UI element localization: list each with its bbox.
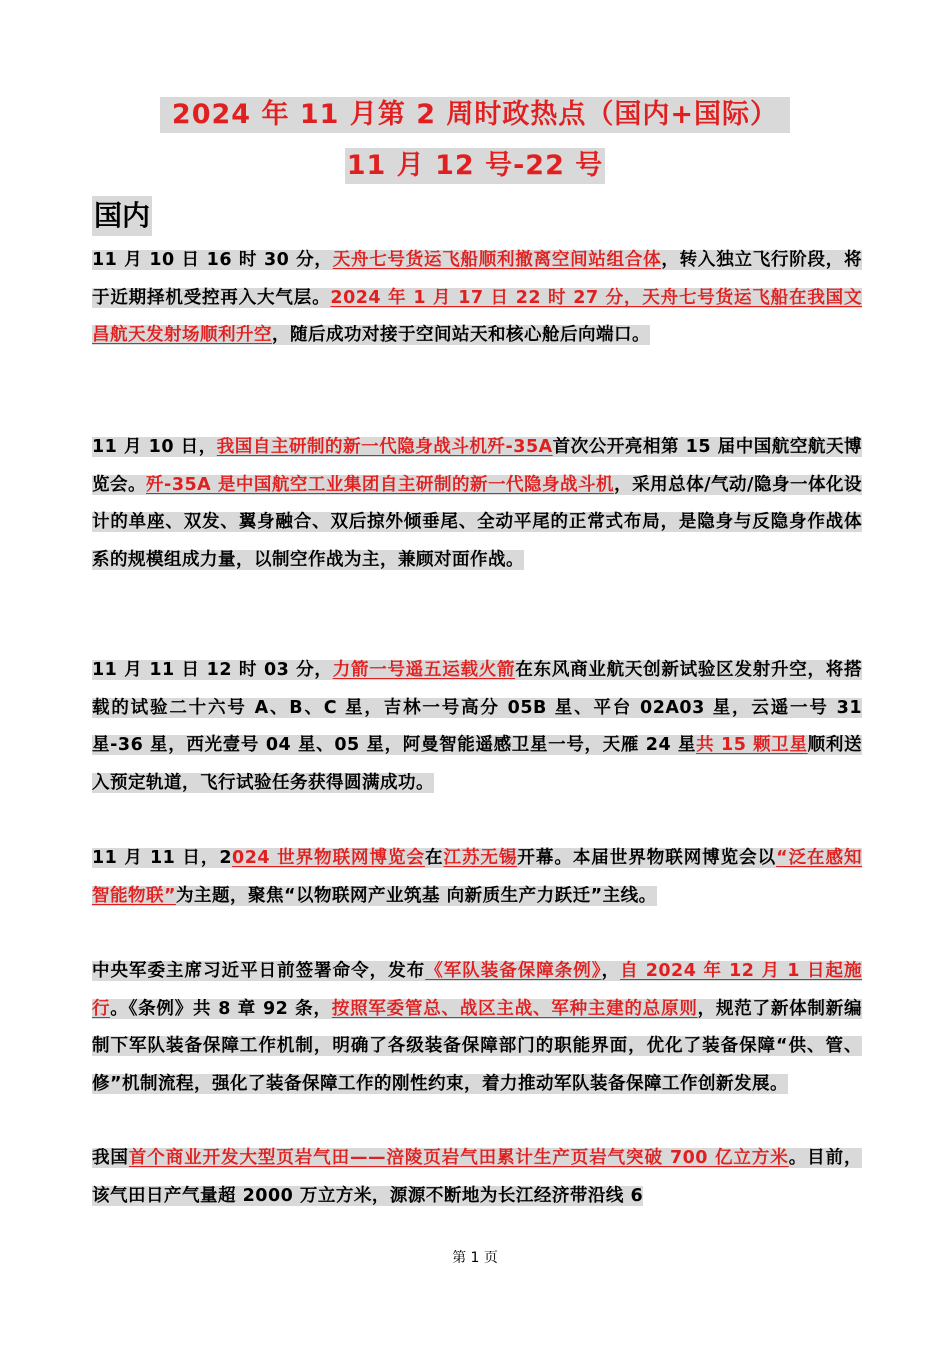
section-heading-domestic: 国内 xyxy=(92,196,152,236)
text-segment: ， xyxy=(601,961,621,981)
news-paragraph xyxy=(92,953,862,1103)
text-segment: 顺利送入预定轨道，飞行试验任务获得圆满成功。 xyxy=(92,735,863,793)
text-segment: ，采用总体/气动/隐身一体化设计的单座、双发、翼身融合、双后掠外倾垂尾、全动平尾的正常式布局，是隐身与反隐身作战体系的规模组成力量，以制空作战为主，兼顾对面作战。 xyxy=(92,474,862,570)
highlight-segment: 江苏无锡 xyxy=(443,848,518,868)
highlight-segment: 《军队装备保障条例》 xyxy=(425,961,602,981)
text-segment: 11 月 11 日，2 xyxy=(92,848,233,868)
news-paragraph xyxy=(92,242,862,355)
text-segment: 中央军委主席习近平日前签署命令，发布 xyxy=(92,961,426,981)
text-segment: ，转入独立飞行阶段，将于近期择机受控再入大气层。 xyxy=(92,250,863,308)
highlight-segment: 024 世界物联网博览会 xyxy=(232,848,425,868)
highlight-segment: 2024 年 1 月 17 日 22 时 27 分，天舟七号货运飞船在我国文昌航天发射场顺利升空 xyxy=(92,287,862,345)
highlight-segment: 首个商业开发大型页岩气田——涪陵页岩气田累计生产页岩气突破 700 亿立方米 xyxy=(128,1148,789,1168)
highlight-segment: 天舟七号货运飞船顺利撤离空间站组合体 xyxy=(332,250,662,270)
text-segment: ，随后成功对接于空间站天和核心舱后向端口。 xyxy=(272,325,650,345)
news-paragraph xyxy=(92,1140,862,1215)
text-segment: 首次公开亮相第 15 届中国航空航天博览会。 xyxy=(92,437,862,495)
title-line-2-wrap xyxy=(0,148,950,184)
text-segment: 11 月 10 日， xyxy=(92,437,217,457)
highlight-segment: 歼-35A 是中国航空工业集团自主研制的新一代隐身战斗机 xyxy=(146,474,615,495)
text-segment: 开幕。本届世界物联网博览会以 xyxy=(517,848,777,868)
text-segment: 11 月 10 日 16 时 30 分， xyxy=(92,250,333,270)
page-number: 第 1 页 xyxy=(452,1250,498,1266)
document-title: 2024 年 11 月第 2 周时政热点（国内+国际） xyxy=(160,97,790,133)
news-paragraph xyxy=(92,652,862,802)
text-segment: 为主题，聚焦“以物联网产业筑基 向新质生产力跃迁”主线。 xyxy=(176,885,657,906)
text-segment: 。《条例》共 8 章 92 条， xyxy=(110,998,332,1019)
highlight-segment: “泛在感知 智能物联” xyxy=(92,848,863,906)
highlight-segment: 我国自主研制的新一代隐身战斗机歼-35A xyxy=(216,437,553,457)
highlight-segment: 力箭一号遥五运载火箭 xyxy=(332,660,516,680)
highlight-segment: 按照军委管总、战区主战、军种主建的总原则 xyxy=(331,998,698,1019)
highlight-segment: 共 15 颗卫星 xyxy=(696,735,808,755)
highlight-segment: 自 2024 年 12 月 1 日起施行 xyxy=(92,961,863,1019)
text-segment: 我国 xyxy=(92,1148,129,1168)
date-range-title: 11 月 12 号-22 号 xyxy=(345,148,606,184)
news-paragraph xyxy=(92,429,862,579)
text-segment: 在 xyxy=(424,848,444,868)
text-segment: ，规范了新体制新编制下军队装备保障工作机制，明确了各级装备保障部门的职能界面，优化了装备保障“供、管、修”机制流程，强化了装备保障工作的刚性约束，着力推动军队装备保障工作创新发展。 xyxy=(92,998,863,1094)
news-paragraph xyxy=(92,840,862,915)
title-line-1-wrap xyxy=(0,97,950,133)
text-segment: 11 月 11 日 12 时 03 分， xyxy=(92,660,333,680)
text-segment: 在东风商业航天创新试验区发射升空，将搭载的试验二十六号 A、B、C 星，吉林一号高分 05B 星、平台 02A03 星，云遥一号 31 星-36 星，西光壹号 04 星、05 星，阿曼智能遥感卫星一号，天雁 24 星 xyxy=(92,660,863,755)
text-segment: 。目前，该气田日产气量超 2000 万立方米，源源不断地为长江经济带沿线 6 xyxy=(92,1148,863,1206)
